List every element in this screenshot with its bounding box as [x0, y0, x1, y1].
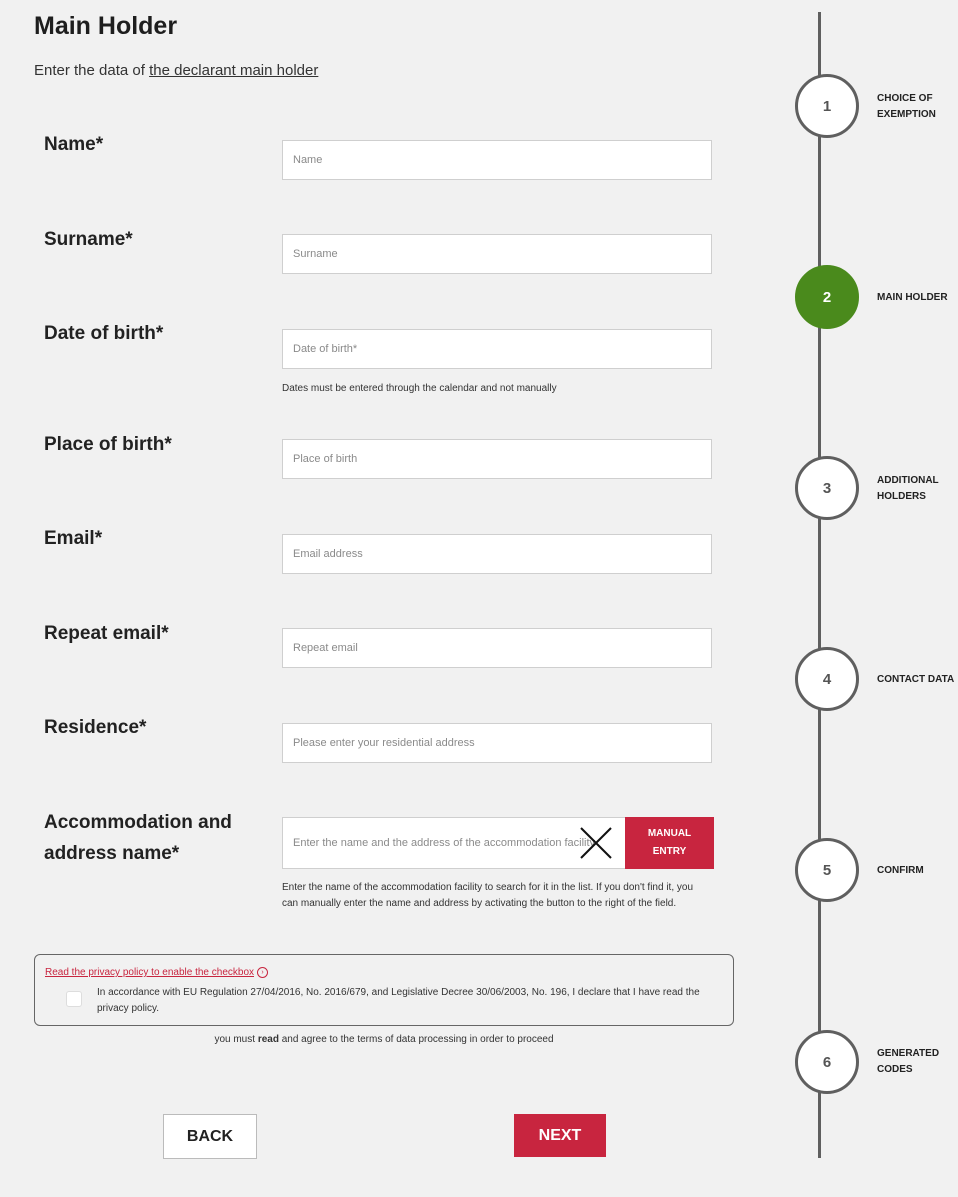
step-6-label: [877, 1046, 957, 1078]
page-intro: [34, 62, 318, 79]
step-3-circle: 3: [795, 456, 859, 520]
email-label: Email*: [44, 528, 103, 549]
must-read-bold: read: [257, 1034, 279, 1045]
must-read-prefix: you must: [214, 1034, 258, 1045]
step-3-label: [877, 473, 957, 505]
must-read-suffix: and agree to the terms of data processing in order to proceed: [278, 1034, 554, 1045]
repeat-email-input[interactable]: [282, 628, 712, 668]
accommodation-input[interactable]: [282, 817, 626, 869]
step-5-label: [877, 863, 957, 879]
manual-entry-label: [648, 825, 691, 861]
step-4-label-line1: CONTACT DATA: [877, 674, 955, 685]
accommodation-hint-line2: can manually enter the name and address by activating the button to the right of the field.: [282, 898, 677, 909]
birth-date-label: Date of birth*: [44, 323, 164, 344]
step-6-label-line2: CODES: [877, 1064, 913, 1075]
step-1-circle: 1: [795, 74, 859, 138]
step-3-label-line1: ADDITIONAL: [877, 475, 939, 486]
birth-place-label: Place of birth*: [44, 434, 172, 455]
accommodation-hint: [282, 880, 693, 912]
arrow-circle-icon: ›: [257, 967, 268, 978]
birth-date-hint: Dates must be entered through the calendar and not manually: [282, 383, 557, 394]
privacy-box: [34, 954, 734, 1026]
page-title: Main Holder: [34, 12, 178, 40]
accommodation-hint-line1: Enter the name of the accommodation facility to search for it in the list. If you don't find it, you: [282, 882, 694, 893]
accommodation-label-line2: address name*: [44, 843, 180, 864]
birth-date-input[interactable]: [282, 329, 712, 369]
privacy-checkbox[interactable]: [66, 991, 82, 1007]
step-1-label-line2: EXEMPTION: [877, 109, 936, 120]
step-3-label-line2: HOLDERS: [877, 491, 926, 502]
step-4-circle: 4: [795, 647, 859, 711]
step-4-label: [877, 672, 957, 688]
privacy-policy-link[interactable]: [45, 967, 268, 978]
privacy-policy-link-text: Read the privacy policy to enable the checkbox: [45, 967, 255, 979]
stepper-rail: [818, 12, 821, 1158]
residence-label: Residence*: [44, 717, 147, 738]
manual-entry-button[interactable]: [625, 817, 714, 869]
name-label: Name*: [44, 134, 104, 155]
repeat-email-label: Repeat email*: [44, 623, 169, 644]
back-button[interactable]: BACK: [163, 1114, 257, 1159]
step-5-circle: 5: [795, 838, 859, 902]
declarant-main-holder-link[interactable]: the declarant main holder: [149, 62, 319, 79]
email-input[interactable]: [282, 534, 712, 574]
step-1-label: [877, 91, 957, 123]
step-5-label-line1: CONFIRM: [877, 865, 924, 876]
step-1-label-line1: CHOICE OF: [877, 93, 933, 104]
step-2-circle: 2: [795, 265, 859, 329]
manual-entry-line2: ENTRY: [652, 846, 687, 857]
accommodation-label-line1: Accommodation and: [44, 812, 232, 833]
step-6-label-line1: GENERATED: [877, 1048, 940, 1059]
intro-text: Enter the data of: [34, 62, 150, 79]
step-2-label-line1: MAIN HOLDER: [877, 292, 948, 303]
step-2-label: [877, 290, 957, 306]
must-read-note: [0, 1034, 768, 1045]
manual-entry-line1: MANUAL: [647, 828, 692, 839]
next-button[interactable]: NEXT: [514, 1114, 606, 1157]
accommodation-label: [44, 807, 232, 869]
step-6-circle: 6: [795, 1030, 859, 1094]
residence-input[interactable]: [282, 723, 712, 763]
privacy-declaration: In accordance with EU Regulation 27/04/2016, No. 2016/679, and Legislative Decree 30/06/2003, No. 196, I declare that I have read the privacy policy.: [97, 987, 700, 1014]
surname-label: Surname*: [44, 229, 133, 250]
name-input[interactable]: [282, 140, 712, 180]
clear-icon[interactable]: [578, 826, 614, 860]
surname-input[interactable]: [282, 234, 712, 274]
birth-place-input[interactable]: [282, 439, 712, 479]
